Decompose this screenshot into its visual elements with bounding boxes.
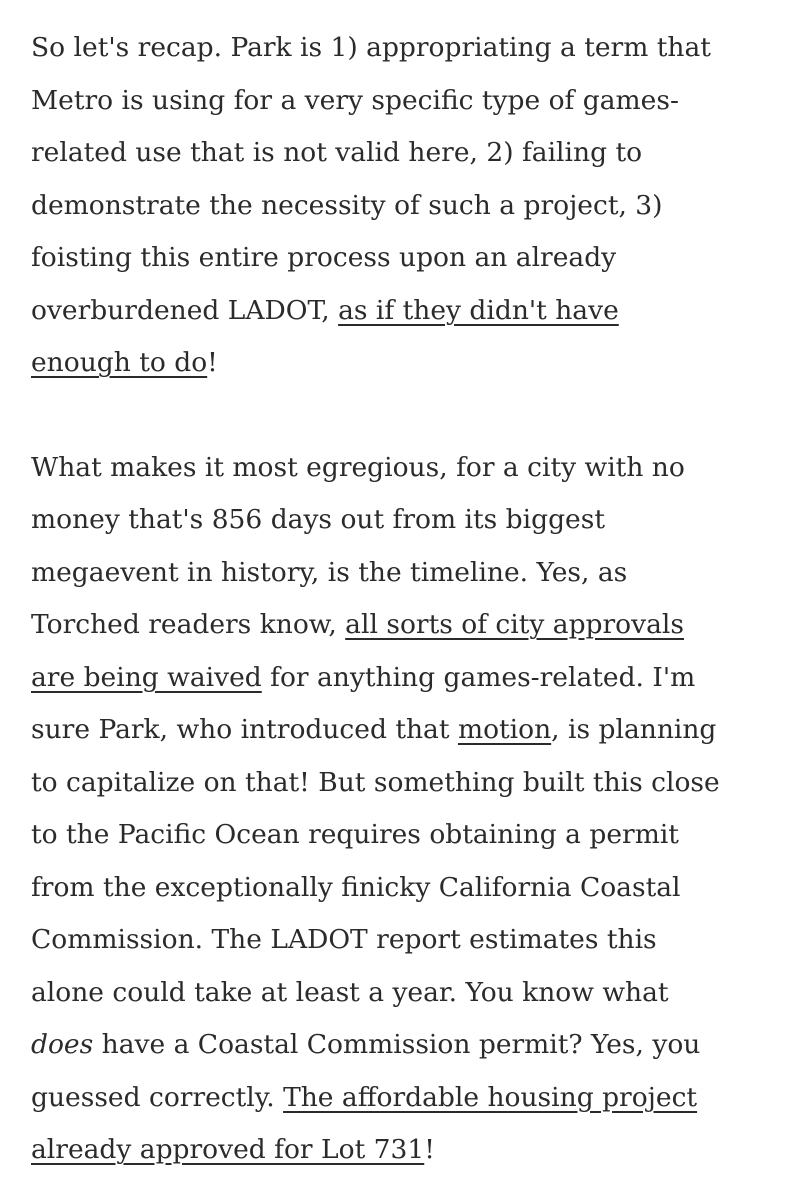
text-line bbox=[31, 285, 771, 338]
text-line: demonstrate the necessity of such a project, 3) bbox=[31, 189, 663, 221]
text-line: related use that is not valid here, 2) failing to bbox=[31, 137, 643, 168]
link-enough-to-do[interactable]: as if they didn't have bbox=[338, 294, 619, 326]
text-line: foisting this entire process upon an already bbox=[31, 242, 617, 273]
text-segment: ! bbox=[207, 347, 218, 378]
text-line: What makes it most egregious, for a city with no bbox=[31, 451, 685, 483]
text-segment: , is planning bbox=[551, 714, 717, 745]
article-body bbox=[31, 22, 771, 1177]
text-segment: for anything games-related. I'm bbox=[261, 661, 696, 693]
link-city-approvals-waived[interactable]: all sorts of city approvals bbox=[345, 609, 684, 640]
text-line: Commission. The LADOT report estimates this bbox=[31, 924, 657, 955]
text-line: Metro is using for a very specific type of games- bbox=[31, 84, 679, 116]
text-segment: sure Park, who introduced that bbox=[31, 714, 458, 745]
text-line: megaevent in history, is the timeline. Yes, as bbox=[31, 556, 628, 588]
text-segment: guessed correctly. bbox=[31, 1081, 284, 1113]
text-line bbox=[31, 1072, 771, 1125]
text-line bbox=[31, 652, 771, 705]
text-segment: ! bbox=[424, 1134, 435, 1165]
text-segment: overburdened LADOT, bbox=[31, 294, 339, 326]
link-city-approvals-waived[interactable]: are being waived bbox=[31, 661, 262, 693]
text-line: money that's 856 days out from its biggest bbox=[31, 504, 605, 535]
text-segment: Torched readers know, bbox=[31, 609, 346, 640]
paragraph-timeline bbox=[31, 442, 771, 1177]
text-segment: have a Coastal Commission permit? Yes, you bbox=[93, 1029, 701, 1060]
link-motion[interactable]: motion bbox=[457, 714, 552, 745]
text-line bbox=[31, 704, 771, 757]
text-line bbox=[31, 337, 771, 390]
text-line bbox=[31, 599, 771, 652]
text-line: alone could take at least a year. You know what bbox=[31, 976, 669, 1008]
text-line bbox=[31, 1124, 771, 1177]
paragraph-recap bbox=[31, 22, 771, 390]
text-line: to capitalize on that! But something built this close bbox=[31, 766, 720, 798]
link-enough-to-do[interactable]: enough to do bbox=[31, 347, 208, 378]
text-line bbox=[31, 1019, 771, 1072]
link-affordable-housing-project[interactable]: already approved for Lot 731 bbox=[31, 1134, 425, 1165]
emphasis-does: does bbox=[31, 1029, 94, 1060]
text-line: So let's recap. Park is 1) appropriating a term that bbox=[31, 32, 711, 63]
link-affordable-housing-project[interactable]: The affordable housing project bbox=[283, 1081, 698, 1113]
text-line: from the exceptionally finicky California Coastal bbox=[31, 871, 681, 903]
text-line: to the Pacific Ocean requires obtaining a permit bbox=[31, 819, 679, 850]
